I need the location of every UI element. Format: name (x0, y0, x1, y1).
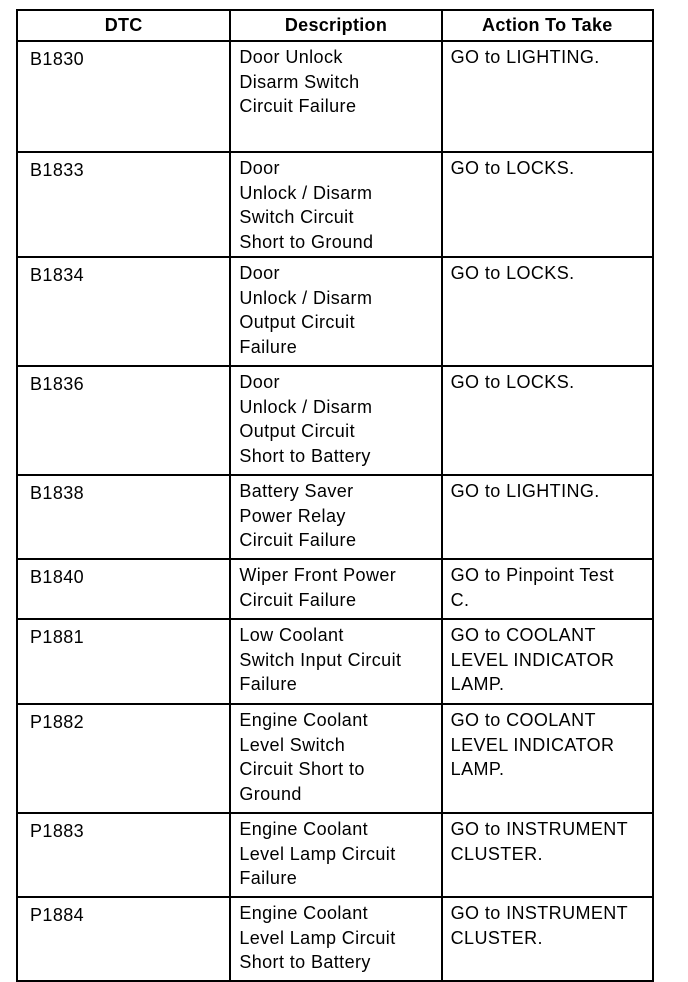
dtc-description (230, 704, 441, 813)
description-line: Engine Coolant (239, 903, 369, 923)
dtc-code: B1834 (17, 257, 230, 366)
description-line: Level Lamp Circuit (239, 843, 396, 864)
table-header-row (17, 10, 653, 41)
description-line: Battery Saver (239, 481, 354, 501)
dtc-code: B1830 (17, 41, 230, 152)
description-line: Engine Coolant (239, 710, 369, 730)
table-row (17, 897, 653, 981)
dtc-description (230, 41, 441, 152)
description-line: Unlock / Disarm (239, 182, 373, 203)
action-line: GO to LOCKS. (450, 263, 575, 283)
table-body (17, 41, 653, 981)
description-line: Failure (239, 674, 298, 694)
dtc-description (230, 257, 441, 366)
dtc-action (442, 366, 653, 475)
description-line: Circuit Short to (239, 759, 365, 779)
description-line: Unlock / Disarm (239, 396, 373, 417)
action-line: GO to INSTRUMENT (450, 819, 629, 839)
dtc-code: P1882 (17, 704, 230, 813)
dtc-description (230, 619, 441, 704)
table-row (17, 366, 653, 475)
description-line: Switch Circuit (239, 207, 354, 227)
dtc-action (442, 559, 653, 619)
description-line: Failure (239, 868, 298, 888)
description-line: Short to Ground (239, 231, 374, 252)
header-action: Action To Take (442, 10, 653, 41)
header-dtc: DTC (17, 10, 230, 41)
description-line: Ground (239, 783, 302, 804)
action-line: LAMP. (450, 759, 505, 779)
table-row (17, 813, 653, 897)
dtc-action (442, 475, 653, 559)
action-line: GO to LOCKS. (450, 372, 575, 392)
dtc-description (230, 475, 441, 559)
action-line: GO to INSTRUMENT (450, 903, 629, 923)
action-line: LEVEL INDICATOR (450, 649, 615, 670)
table-row (17, 152, 653, 257)
dtc-code: P1884 (17, 897, 230, 981)
description-line: Unlock / Disarm (239, 287, 373, 308)
dtc-description (230, 813, 441, 897)
action-line: C. (450, 589, 470, 610)
description-line: Circuit Failure (239, 96, 357, 116)
dtc-action (442, 257, 653, 366)
dtc-code: P1883 (17, 813, 230, 897)
description-line: Engine Coolant (239, 819, 369, 839)
description-line: Power Relay (239, 505, 346, 526)
description-line: Wiper Front Power (239, 565, 397, 585)
action-line: GO to LIGHTING. (450, 481, 600, 501)
description-line: Door (239, 158, 280, 178)
description-line: Door (239, 263, 280, 283)
dtc-description (230, 559, 441, 619)
table-row (17, 41, 653, 152)
description-line: Door (239, 372, 280, 392)
action-line: GO to Pinpoint Test (450, 565, 615, 585)
description-line: Door Unlock (239, 47, 343, 67)
description-line: Failure (239, 336, 298, 357)
description-line: Disarm Switch (239, 71, 360, 92)
description-line: Low Coolant (239, 625, 344, 645)
action-line: GO to COOLANT (450, 625, 596, 645)
action-line: CLUSTER. (450, 927, 543, 948)
table-row (17, 475, 653, 559)
dtc-code: B1833 (17, 152, 230, 257)
table-row (17, 619, 653, 704)
dtc-code: P1881 (17, 619, 230, 704)
action-line: GO to COOLANT (450, 710, 596, 730)
dtc-description (230, 152, 441, 257)
dtc-code: B1836 (17, 366, 230, 475)
description-line: Short to Battery (239, 952, 371, 972)
dtc-description (230, 897, 441, 981)
action-line: GO to LOCKS. (450, 158, 575, 178)
dtc-action (442, 152, 653, 257)
dtc-code: B1838 (17, 475, 230, 559)
description-line: Short to Battery (239, 445, 371, 466)
description-line: Level Lamp Circuit (239, 927, 396, 948)
description-line: Switch Input Circuit (239, 649, 402, 670)
description-line: Circuit Failure (239, 589, 357, 610)
description-line: Level Switch (239, 734, 346, 755)
action-line: LEVEL INDICATOR (450, 734, 615, 755)
dtc-table (16, 9, 654, 982)
table-row (17, 257, 653, 366)
dtc-action (442, 41, 653, 152)
header-description: Description (230, 10, 441, 41)
description-line: Output Circuit (239, 312, 355, 332)
dtc-action (442, 897, 653, 981)
dtc-description (230, 366, 441, 475)
action-line: CLUSTER. (450, 843, 543, 864)
dtc-action (442, 619, 653, 704)
table-row (17, 559, 653, 619)
dtc-code: B1840 (17, 559, 230, 619)
description-line: Circuit Failure (239, 530, 357, 550)
dtc-action (442, 704, 653, 813)
table-row (17, 704, 653, 813)
description-line: Output Circuit (239, 421, 355, 441)
action-line: GO to LIGHTING. (450, 47, 600, 67)
dtc-action (442, 813, 653, 897)
action-line: LAMP. (450, 674, 505, 694)
